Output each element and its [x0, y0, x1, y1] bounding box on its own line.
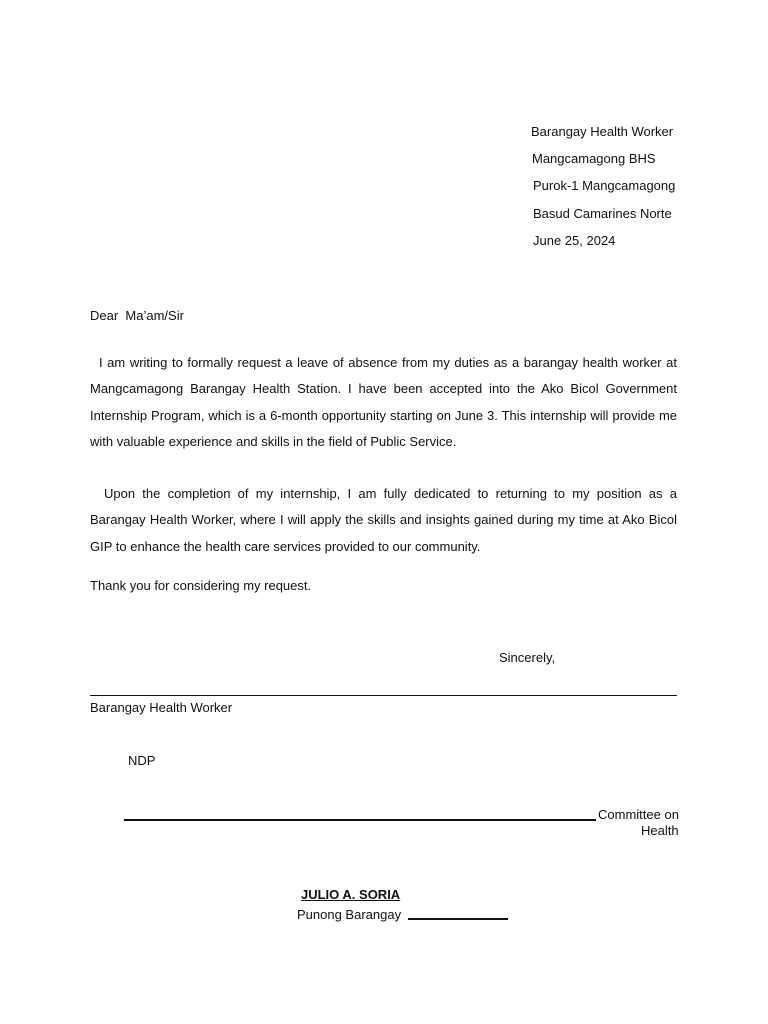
sender-line-4: Basud Camarines Norte — [533, 206, 672, 221]
sender-line-3: Purok-1 Mangcamagong — [533, 178, 676, 193]
signature-line — [90, 695, 677, 696]
committee-signature-line — [124, 819, 596, 821]
signatory-title: Barangay Health Worker — [90, 700, 233, 715]
barangay-captain-name: JULIO A. SORIA — [301, 887, 401, 902]
salutation: Dear Ma’am/Sir — [90, 308, 184, 323]
committee-label-line-1: Committee on — [598, 807, 679, 822]
barangay-captain-title: Punong Barangay — [297, 907, 402, 922]
body-paragraph-3: Thank you for considering my request. — [90, 578, 312, 593]
letter-date: June 25, 2024 — [533, 233, 616, 248]
sender-line-1: Barangay Health Worker — [531, 124, 674, 139]
committee-label-line-2: Health — [641, 823, 679, 838]
body-paragraph-2: Upon the completion of my internship, I am fully dedicated to returning to my position as a Barangay Health Worker, where I will apply the skills and insights gained during my time at Ako Bicol GIP to enhance the health care services provided to our community. — [90, 486, 677, 554]
closing: Sincerely, — [499, 650, 556, 665]
body-paragraph-1: I am writing to formally request a leave of absence from my duties as a barangay health worker at Mangcamagong Barangay Health Station. I have been accepted into the Ako Bicol Government Internship Program, which is a 6-month opportunity starting on June 3. This internship will provide me with valuable experience and skills in the field of Public Service. — [90, 355, 677, 449]
barangay-captain-signature-line — [408, 918, 508, 920]
ndp-label: NDP — [128, 753, 156, 768]
sender-line-2: Mangcamagong BHS — [532, 151, 656, 166]
